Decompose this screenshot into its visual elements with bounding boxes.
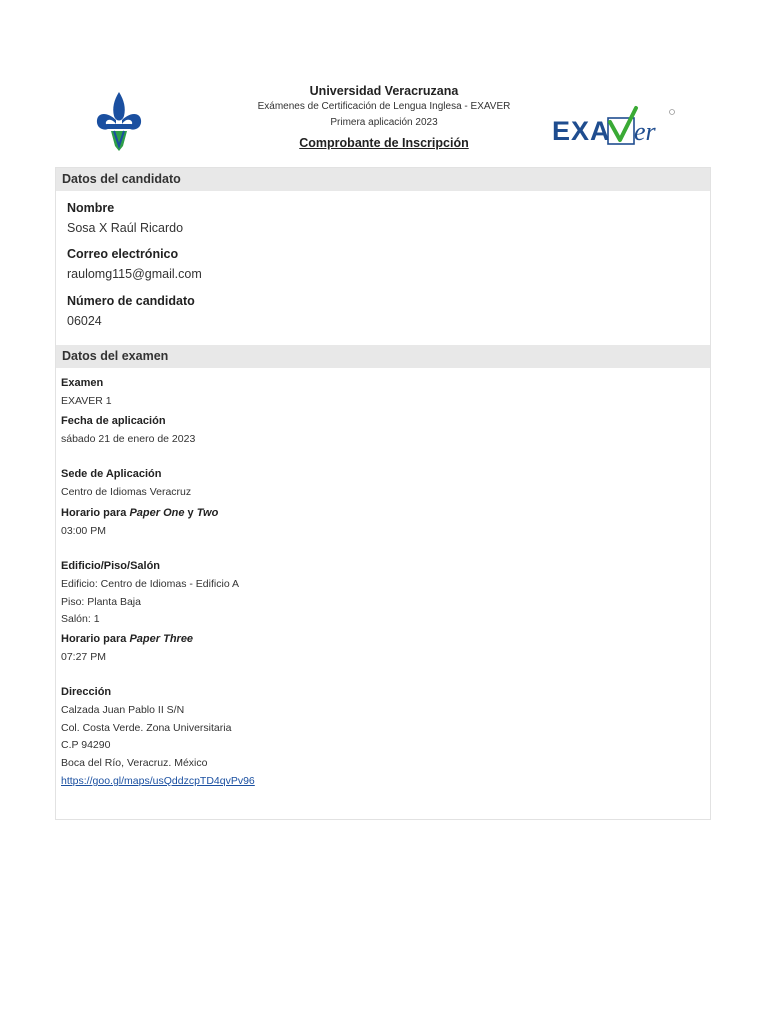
schedule-prefix: Horario para	[61, 507, 130, 519]
university-name: Universidad Veracruzana	[309, 84, 459, 98]
date-value: sábado 21 de enero de 2023	[61, 433, 196, 445]
exaver-logo	[550, 104, 680, 148]
application-period: Primera aplicación 2023	[330, 117, 438, 128]
uv-flor-de-lis-logo	[94, 90, 144, 152]
candidate-number-value: 06024	[67, 314, 102, 328]
address-line-4: Boca del Río, Veracruz. México	[61, 757, 208, 769]
address-label: Dirección	[61, 686, 112, 698]
email-value: raulomg115@gmail.com	[67, 267, 202, 281]
address-line-1: Calzada Juan Pablo II S/N	[61, 704, 185, 716]
exam-section-header: Datos del examen	[56, 345, 710, 368]
schedule-paper-three-label	[61, 632, 193, 646]
schedule-paper-one-two-value: 03:00 PM	[61, 525, 106, 537]
venue-value: Centro de Idiomas Veracruz	[61, 486, 192, 498]
floor-value: Piso: Planta Baja	[61, 596, 141, 608]
document-title: Comprobante de Inscripción	[299, 136, 469, 150]
document-header	[56, 82, 713, 166]
email-label: Correo electrónico	[67, 247, 179, 261]
paper-one-text: Paper One	[129, 507, 185, 519]
registration-card	[55, 167, 711, 820]
schedule-paper-one-two-label	[61, 506, 218, 520]
header-titles	[216, 82, 552, 152]
candidate-number-label: Número de candidato	[67, 294, 195, 308]
exam-program: Exámenes de Certificación de Lengua Inglesa - EXAVER	[257, 101, 511, 112]
svg-text:er: er	[634, 117, 656, 146]
candidate-section-header: Datos del candidato	[56, 168, 710, 191]
and-text: y	[184, 507, 197, 519]
svg-text:EXA: EXA	[552, 116, 611, 146]
schedule-prefix: Horario para	[61, 633, 130, 645]
address-line-3: C.P 94290	[61, 739, 111, 751]
exam-label: Examen	[61, 377, 104, 389]
name-value: Sosa X Raúl Ricardo	[67, 221, 184, 235]
venue-label: Sede de Aplicación	[61, 468, 162, 480]
building-label: Edificio/Piso/Salón	[61, 560, 161, 572]
exam-value: EXAVER 1	[61, 395, 112, 407]
map-link[interactable]: https://goo.gl/maps/usQddzcpTD4qvPv96	[61, 775, 255, 787]
address-line-2: Col. Costa Verde. Zona Universitaria	[61, 722, 232, 734]
schedule-paper-three-value: 07:27 PM	[61, 651, 106, 663]
room-value: Salón: 1	[61, 613, 100, 625]
paper-three-text: Paper Three	[129, 633, 194, 645]
name-label: Nombre	[67, 201, 115, 215]
date-label: Fecha de aplicación	[61, 415, 166, 427]
paper-two-text: Two	[196, 507, 219, 519]
building-value: Edificio: Centro de Idiomas - Edificio A	[61, 578, 239, 590]
